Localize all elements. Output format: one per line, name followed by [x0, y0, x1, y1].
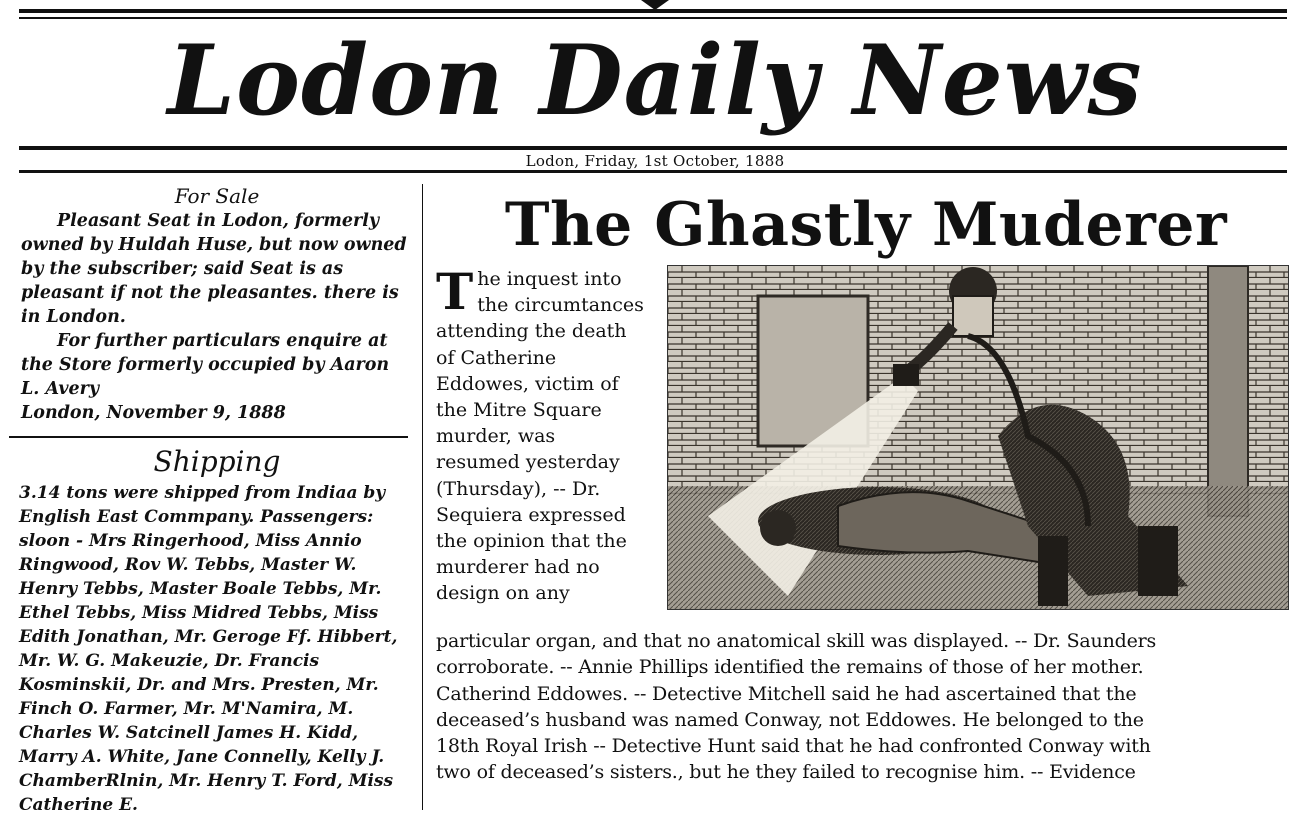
- article-body-top: [436, 262, 661, 607]
- article-line: design on any: [436, 582, 570, 605]
- article-line: the circumtances: [477, 294, 644, 317]
- article-line: of Catherine: [436, 346, 557, 369]
- shipping-section: [19, 445, 415, 817]
- newspaper-title: Lodon Daily News: [167, 24, 1143, 137]
- masthead-top-rule-thin: [19, 17, 1287, 19]
- for-sale-paragraph: For further particulars enquire at the Store formerly occupied by Aaron L. Avery: [21, 331, 390, 399]
- article-line: 18th Royal Irish -- Detective Hunt said that he had confronted Conway with: [436, 735, 1151, 758]
- masthead-bottom-rule: [19, 146, 1287, 150]
- dateline: Lodon, Friday, 1st October, 1888: [525, 152, 785, 170]
- article-line: Sequiera expressed: [436, 503, 626, 526]
- drop-cap: T: [436, 262, 474, 321]
- column-divider: [422, 184, 423, 810]
- article-line: the opinion that the: [436, 530, 627, 553]
- section-divider: [9, 436, 408, 438]
- for-sale-heading: For Sale: [174, 184, 260, 208]
- article-line: attending the death: [436, 320, 627, 343]
- dateline-rule: [19, 170, 1287, 173]
- article-line: (Thursday), -- Dr.: [436, 477, 601, 500]
- article-line: two of deceased’s sisters., but he they failed to recognise him. -- Evidence: [436, 761, 1136, 784]
- article-line: deceased’s husband was named Conway, not Eddowes. He belonged to the: [436, 708, 1144, 731]
- masthead-top-rule: [19, 9, 1287, 13]
- article-line: murderer had no: [436, 556, 600, 579]
- article-line: murder, was: [436, 425, 556, 448]
- article-illustration: [667, 265, 1289, 610]
- for-sale-signoff: London, November 9, 1888: [21, 403, 286, 423]
- article-headline: The Ghastly Muderer: [504, 190, 1228, 260]
- article-line: the Mitre Square: [436, 399, 602, 422]
- shipping-body: 3.14 tons were shipped from Indiaa by English East Commpany. Passengers: sloon - Mrs Ringerhood, Miss Annio Ringwood, Rov W. Tebbs, Master W. Henry Tebbs, Master Boale Tebbs, Mr. Ethel Tebbs, Miss Midred Tebbs, Miss Edith Jonathan, Mr. Geroge Ff. Hibbert, Mr. W. G. Makeuzie, Dr. Francis Kosminskii, Dr. and Mrs. Presten, Mr. Finch O. Farmer, Mr. M'Namira, M. Charles W. Satcinell James H. Kidd, Marry A. White, Jane Connelly, Kelly J. ChamberRlnin, Mr. Henry T. Ford, Miss Catherine E.: [19, 483, 398, 815]
- article-line: corroborate. -- Annie Phillips identified the remains of those of her mother.: [436, 656, 1144, 679]
- for-sale-paragraph: Pleasant Seat in Lodon, formerly owned by Huldah Huse, but now owned by the subscriber; said Seat is as pleasant if not the pleasantes. there is in London.: [21, 211, 407, 327]
- article-line: Eddowes, victim of: [436, 372, 619, 395]
- article-line: he inquest into: [477, 268, 622, 290]
- shipping-heading: Shipping: [153, 445, 281, 478]
- article-line: resumed yesterday: [436, 451, 620, 474]
- article-body-bottom: [436, 628, 1294, 786]
- article-line: particular organ, and that no anatomical skill was displayed. -- Dr. Saunders: [436, 630, 1157, 652]
- article-line: Catherind Eddowes. -- Detective Mitchell said he had ascertained that the: [436, 682, 1137, 705]
- for-sale-section: [21, 183, 413, 425]
